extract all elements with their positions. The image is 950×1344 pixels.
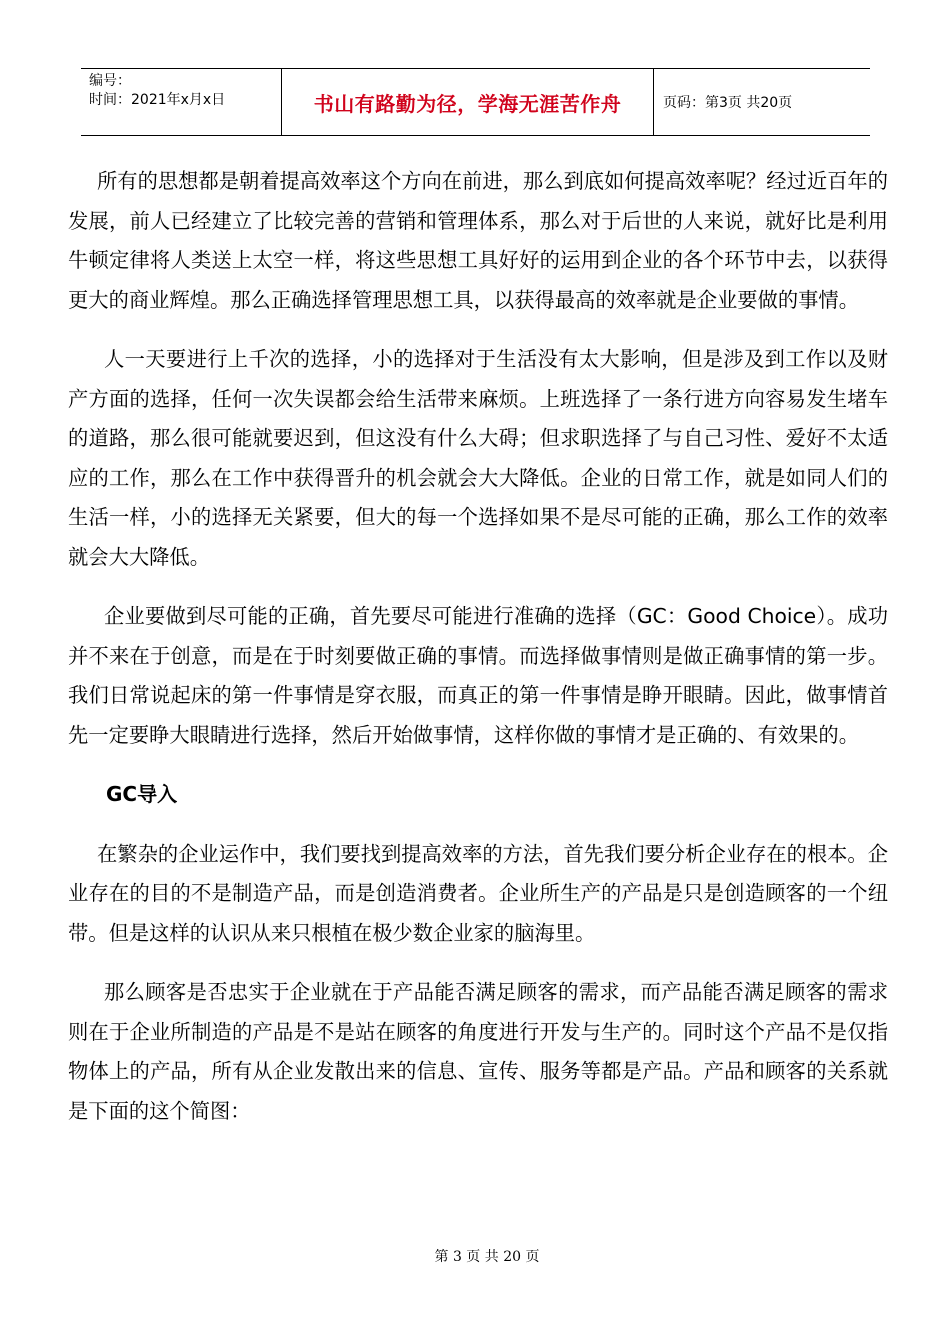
paragraph-3-part-a: 企业要做到尽可能的正确，首先要尽可能进行准确的选择（ — [104, 604, 637, 628]
paragraph-1: 所有的思想都是朝着提高效率这个方向在前进，那么到底如何提高效率呢？经过近百年的发展，前人已经建立了比较完善的营销和管理体系，那么对于后世的人来说，就好比是利用牛顿定律将人类送上太空一样，将这些思想工具好好的运用到企业的各个环节中去，以获得更大的商业辉煌。那么正确选择管理思想工具，以获得最高的效率就是企业要做的事情。 — [68, 169, 888, 312]
date-label: 时间：2021年x月x日 — [89, 92, 226, 108]
header-motto-cell — [282, 69, 654, 135]
motto-text: 书山有路勤为径，学海无涯苦作舟 — [313, 91, 622, 116]
header-page-cell — [654, 69, 870, 135]
paragraph-2: 人一天要进行上千次的选择，小的选择对于生活没有太大影响，但是涉及到工作以及财产方面的选择，任何一次失误都会给生活带来麻烦。上班选择了一条行进方向容易发生堵车的道路，那么很可能就要迟到，但这没有什么大碍；但求职选择了与自己习性、爱好不太适应的工作，那么在工作中获得晋升的机会就会大大降低。企业的日常工作，就是如同人们的生活一样，小的选择无关紧要，但大的每一个选择如果不是尽可能的正确，那么工作的效率就会大大降低。 — [68, 347, 888, 569]
document-body — [68, 162, 888, 1131]
paragraph-3 — [68, 597, 888, 755]
number-label: 编号： — [89, 73, 131, 89]
paragraph-3-latin: GC：Good Choice — [636, 604, 817, 628]
paragraph-4: 在繁杂的企业运作中，我们要找到提高效率的方法，首先我们要分析企业存在的根本。企业存在的目的不是制造产品，而是创造消费者。企业所生产的产品是只是创造顾客的一个纽带。但是这样的认识从来只根植在极少数企业家的脑海里。 — [68, 841, 888, 945]
section-heading: GC导入 — [106, 782, 178, 806]
page-footer: 第 3 页 共 20 页 — [434, 1249, 540, 1265]
document-header — [81, 68, 870, 136]
header-meta — [81, 69, 282, 135]
paragraph-3-part-b: ）。成功并不来在于创意，而是在于时刻要做正确的事情。而选择做事情则是做正确事情的第一步。我们日常说起床的第一件事情是穿衣服，而真正的第一件事情是睁开眼睛。因此，做事情首先一定要睁大眼睛进行选择，然后开始做事情，这样你做的事情才是正确的、有效果的。 — [68, 604, 888, 747]
page-label: 页码：第3页 共20页 — [663, 95, 793, 111]
paragraph-5: 那么顾客是否忠实于企业就在于产品能否满足顾客的需求，而产品能否满足顾客的需求则在于企业所制造的产品是不是站在顾客的角度进行开发与生产的。同时这个产品不是仅指物体上的产品，所有从企业发散出来的信息、宣传、服务等都是产品。产品和顾客的关系就是下面的这个简图： — [68, 980, 888, 1123]
